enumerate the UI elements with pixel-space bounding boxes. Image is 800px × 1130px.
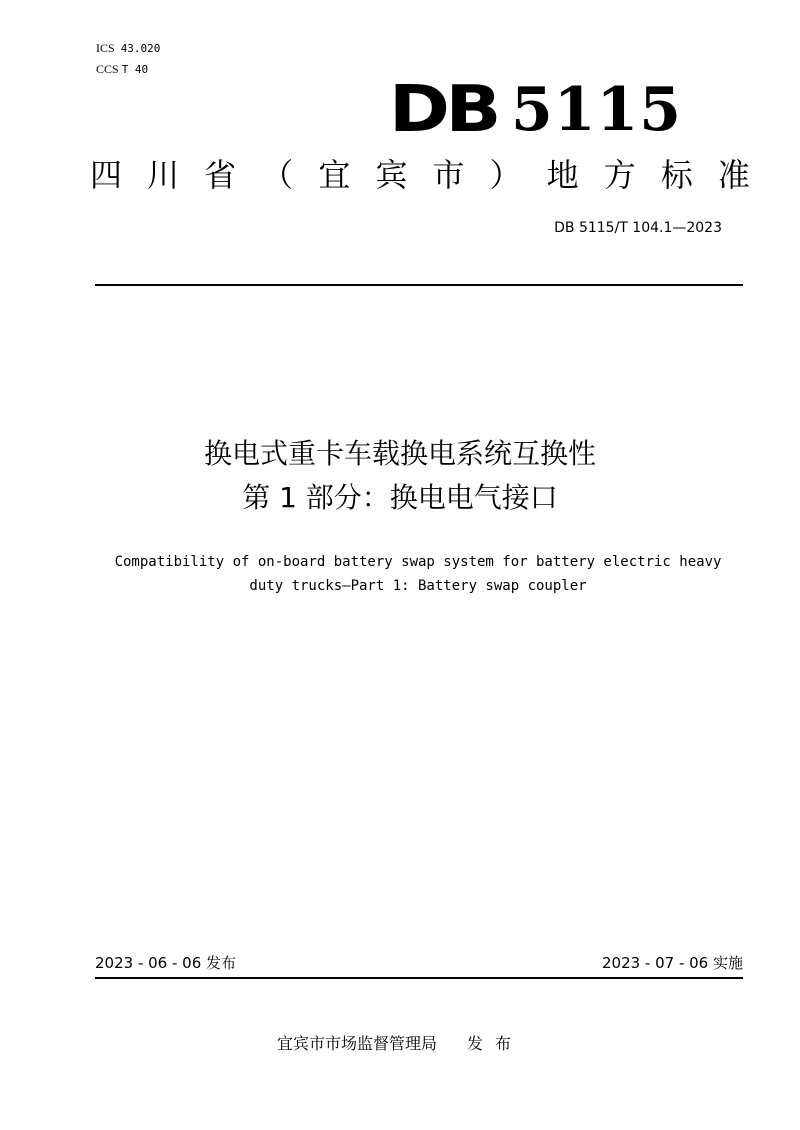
standard-type-char: 川: [147, 156, 180, 194]
bottom-divider: [95, 977, 743, 979]
implementation-date: 2023 - 07 - 06 实施: [601, 954, 743, 972]
standard-type-char: 地: [546, 156, 579, 194]
document-title-english: [90, 550, 746, 598]
standard-type-char: 省: [204, 156, 237, 194]
ics-code: ICS 43.020: [96, 41, 161, 55]
standard-type-char: ）: [489, 156, 522, 194]
standard-type-char: 宾: [375, 156, 408, 194]
classification-codes: [96, 38, 160, 80]
standard-number: DB 5115/T 104.1—2023: [554, 220, 722, 236]
standard-type-char: 四: [90, 156, 123, 194]
document-title-line-2: 第 1 部分：换电电气接口: [242, 481, 558, 514]
dates-row: [95, 952, 743, 974]
db-logo-prefix: DB: [389, 73, 497, 147]
standard-type-char: （: [261, 156, 294, 194]
ccs-code: CCS T 40: [96, 62, 149, 76]
document-title-line-1: 换电式重卡车载换电系统互换性: [203, 437, 596, 470]
standard-type-char: 市: [432, 156, 465, 194]
standard-type-char: 准: [717, 156, 750, 194]
db-logo: [389, 62, 682, 147]
standard-type-char: 标: [660, 156, 693, 194]
english-title-line-2: duty trucks—Part 1: Battery swap coupler: [249, 578, 587, 594]
top-divider: [95, 284, 743, 286]
standard-type-char: 方: [603, 156, 636, 194]
standard-type-char: 宜: [318, 156, 351, 194]
english-title-line-1: Compatibility of on-board battery swap system for battery electric heavy: [114, 554, 722, 570]
release-date: 2023 - 06 - 06 发布: [95, 954, 237, 972]
issuer-name: 宜宾市市场监督管理局: [276, 1034, 437, 1053]
issuing-authority: [0, 1032, 800, 1056]
standard-type-heading: [90, 153, 750, 197]
document-title: [0, 432, 800, 520]
issuer-action: 发布: [467, 1034, 524, 1053]
db-logo-number: 5115: [511, 75, 682, 145]
